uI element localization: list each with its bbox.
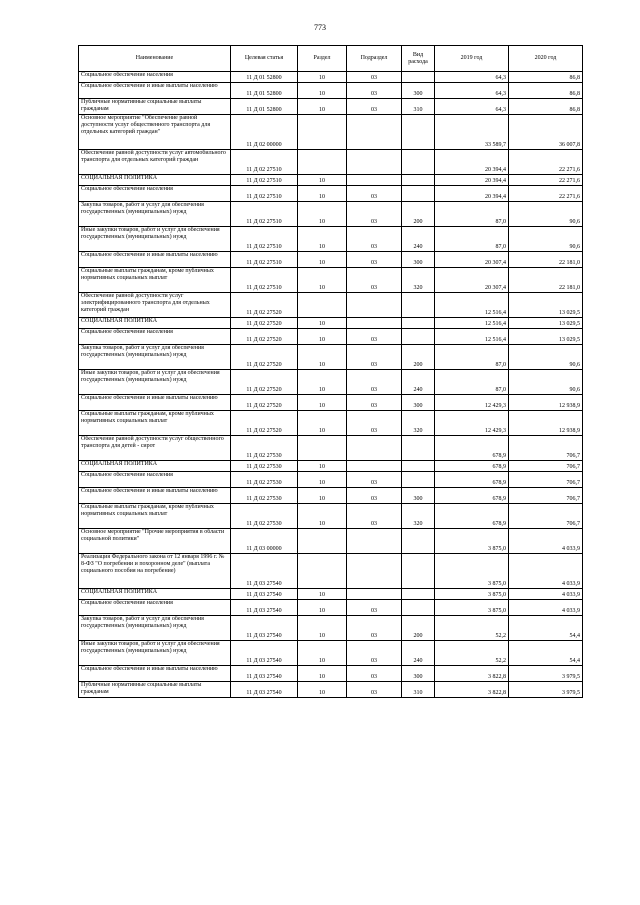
cell-year-2019: 52,2 xyxy=(435,641,509,666)
cell-target-article: 11 Д 03 27540 xyxy=(231,554,298,589)
cell-subsection: 03 xyxy=(347,83,402,99)
cell-target-article: 11 Д 02 27530 xyxy=(231,504,298,529)
table-row xyxy=(79,589,583,600)
cell-name: Социальное обеспечение населения xyxy=(79,329,231,345)
cell-target-article: 11 Д 01 52800 xyxy=(231,72,298,83)
cell-target-article: 11 Д 03 00000 xyxy=(231,529,298,554)
cell-section: 10 xyxy=(298,488,347,504)
table-row xyxy=(79,99,583,115)
cell-expense-type xyxy=(402,554,435,589)
table-row xyxy=(79,616,583,641)
cell-section: 10 xyxy=(298,472,347,488)
cell-subsection: 03 xyxy=(347,329,402,345)
cell-section: 10 xyxy=(298,72,347,83)
cell-name: Социальное обеспечение населения xyxy=(79,472,231,488)
table-row xyxy=(79,682,583,698)
cell-year-2019: 678,9 xyxy=(435,504,509,529)
table-row xyxy=(79,175,583,186)
cell-name: Основное мероприятие "Обеспечение равной доступности услуг общественного транспорта для отдельных категорий граждан" xyxy=(79,115,231,150)
cell-year-2019: 64,3 xyxy=(435,72,509,83)
cell-subsection: 03 xyxy=(347,616,402,641)
cell-subsection: 03 xyxy=(347,72,402,83)
cell-target-article: 11 Д 01 52800 xyxy=(231,83,298,99)
table-row xyxy=(79,318,583,329)
cell-section: 10 xyxy=(298,616,347,641)
cell-year-2020: 13 029,5 xyxy=(509,318,583,329)
cell-subsection: 03 xyxy=(347,186,402,202)
cell-section xyxy=(298,293,347,318)
cell-target-article: 11 Д 02 27520 xyxy=(231,329,298,345)
cell-expense-type: 320 xyxy=(402,411,435,436)
cell-subsection: 03 xyxy=(347,666,402,682)
cell-target-article: 11 Д 02 27530 xyxy=(231,488,298,504)
cell-subsection: 03 xyxy=(347,370,402,395)
cell-section: 10 xyxy=(298,318,347,329)
cell-section: 10 xyxy=(298,329,347,345)
cell-year-2020: 90,6 xyxy=(509,370,583,395)
cell-name: Реализация Федерального закона от 12 января 1996 г. № 8-ФЗ "О погребении и похоронном деле" (выплата социального пособия на погребение) xyxy=(79,554,231,589)
cell-expense-type xyxy=(402,589,435,600)
cell-section: 10 xyxy=(298,175,347,186)
cell-expense-type: 300 xyxy=(402,252,435,268)
cell-year-2019: 678,9 xyxy=(435,472,509,488)
cell-section: 10 xyxy=(298,589,347,600)
cell-year-2019: 3 875,0 xyxy=(435,589,509,600)
cell-target-article: 11 Д 02 27520 xyxy=(231,411,298,436)
table-row xyxy=(79,666,583,682)
table-row xyxy=(79,641,583,666)
cell-expense-type xyxy=(402,175,435,186)
cell-name: Иные закупки товаров, работ и услуг для обеспечения государственных (муниципальных) нужд xyxy=(79,227,231,252)
table-row xyxy=(79,227,583,252)
cell-expense-type xyxy=(402,436,435,461)
table-row xyxy=(79,293,583,318)
cell-year-2019: 64,3 xyxy=(435,83,509,99)
cell-year-2019: 20 307,4 xyxy=(435,268,509,293)
cell-year-2020: 4 033,9 xyxy=(509,529,583,554)
table-row xyxy=(79,150,583,175)
cell-year-2020: 12 938,9 xyxy=(509,395,583,411)
cell-target-article: 11 Д 03 27540 xyxy=(231,616,298,641)
cell-subsection xyxy=(347,175,402,186)
cell-subsection: 03 xyxy=(347,202,402,227)
cell-year-2019: 12 429,3 xyxy=(435,411,509,436)
table-row xyxy=(79,115,583,150)
cell-year-2019: 678,9 xyxy=(435,488,509,504)
budget-table xyxy=(78,45,583,698)
cell-name: Иные закупки товаров, работ и услуг для обеспечения государственных (муниципальных) нужд xyxy=(79,370,231,395)
cell-name: Иные закупки товаров, работ и услуг для обеспечения государственных (муниципальных) нужд xyxy=(79,641,231,666)
cell-name: Основное мероприятие "Прочие мероприятия в области социальной политики" xyxy=(79,529,231,554)
cell-subsection: 03 xyxy=(347,641,402,666)
cell-name: Публичные нормативные социальные выплаты гражданам xyxy=(79,99,231,115)
cell-target-article: 11 Д 03 27540 xyxy=(231,682,298,698)
cell-year-2020: 4 033,9 xyxy=(509,600,583,616)
cell-year-2020: 90,6 xyxy=(509,202,583,227)
cell-expense-type xyxy=(402,461,435,472)
table-row xyxy=(79,252,583,268)
header-year-2019: 2019 год xyxy=(435,46,509,72)
cell-year-2020: 86,8 xyxy=(509,83,583,99)
cell-subsection: 03 xyxy=(347,504,402,529)
cell-section xyxy=(298,150,347,175)
cell-year-2019: 3 875,0 xyxy=(435,554,509,589)
cell-subsection xyxy=(347,461,402,472)
table-row xyxy=(79,329,583,345)
cell-section xyxy=(298,436,347,461)
header-name: Наименование xyxy=(79,46,231,72)
table-row xyxy=(79,186,583,202)
cell-section: 10 xyxy=(298,411,347,436)
cell-target-article: 11 Д 02 27520 xyxy=(231,318,298,329)
cell-expense-type: 240 xyxy=(402,641,435,666)
page-number: 773 xyxy=(314,23,326,32)
table-row xyxy=(79,370,583,395)
cell-year-2020: 54,4 xyxy=(509,641,583,666)
cell-section: 10 xyxy=(298,666,347,682)
cell-name: СОЦИАЛЬНАЯ ПОЛИТИКА xyxy=(79,589,231,600)
cell-subsection xyxy=(347,436,402,461)
table-row xyxy=(79,202,583,227)
cell-target-article: 11 Д 02 27520 xyxy=(231,345,298,370)
cell-year-2020: 706,7 xyxy=(509,488,583,504)
cell-subsection: 03 xyxy=(347,682,402,698)
cell-name: Публичные нормативные социальные выплаты гражданам xyxy=(79,682,231,698)
cell-target-article: 11 Д 03 27540 xyxy=(231,589,298,600)
cell-year-2019: 3 875,0 xyxy=(435,529,509,554)
cell-subsection: 03 xyxy=(347,488,402,504)
table-row xyxy=(79,529,583,554)
cell-year-2019: 52,2 xyxy=(435,616,509,641)
cell-subsection xyxy=(347,318,402,329)
cell-year-2019: 678,9 xyxy=(435,436,509,461)
cell-target-article: 11 Д 02 27510 xyxy=(231,175,298,186)
cell-subsection: 03 xyxy=(347,395,402,411)
cell-target-article: 11 Д 02 27520 xyxy=(231,370,298,395)
cell-expense-type xyxy=(402,472,435,488)
cell-expense-type: 200 xyxy=(402,345,435,370)
table-row xyxy=(79,395,583,411)
cell-year-2019: 3 822,8 xyxy=(435,666,509,682)
cell-target-article: 11 Д 01 52800 xyxy=(231,99,298,115)
cell-year-2020: 706,7 xyxy=(509,472,583,488)
cell-subsection: 03 xyxy=(347,600,402,616)
cell-year-2020: 12 938,9 xyxy=(509,411,583,436)
cell-subsection xyxy=(347,293,402,318)
cell-year-2020: 22 181,0 xyxy=(509,252,583,268)
cell-year-2020: 706,7 xyxy=(509,504,583,529)
header-subsection: Подраздел xyxy=(347,46,402,72)
cell-expense-type xyxy=(402,293,435,318)
cell-section: 10 xyxy=(298,682,347,698)
cell-target-article: 11 Д 03 27540 xyxy=(231,600,298,616)
cell-year-2019: 12 516,4 xyxy=(435,329,509,345)
cell-name: Социальное обеспечение и иные выплаты населению xyxy=(79,395,231,411)
cell-year-2019: 87,0 xyxy=(435,227,509,252)
cell-year-2020: 54,4 xyxy=(509,616,583,641)
cell-name: Социальное обеспечение и иные выплаты населению xyxy=(79,252,231,268)
cell-name: Социальное обеспечение населения xyxy=(79,600,231,616)
cell-year-2019: 64,3 xyxy=(435,99,509,115)
cell-expense-type: 240 xyxy=(402,227,435,252)
cell-year-2019: 20 307,4 xyxy=(435,252,509,268)
cell-section: 10 xyxy=(298,186,347,202)
cell-section: 10 xyxy=(298,99,347,115)
cell-section: 10 xyxy=(298,504,347,529)
cell-year-2020: 86,8 xyxy=(509,99,583,115)
header-section: Раздел xyxy=(298,46,347,72)
table-row xyxy=(79,554,583,589)
table-row xyxy=(79,268,583,293)
cell-target-article: 11 Д 02 27530 xyxy=(231,436,298,461)
cell-expense-type: 300 xyxy=(402,488,435,504)
table-row xyxy=(79,72,583,83)
cell-year-2019: 12 516,4 xyxy=(435,293,509,318)
cell-subsection xyxy=(347,589,402,600)
cell-year-2019: 87,0 xyxy=(435,345,509,370)
header-expense-type: Вид расхода xyxy=(402,46,435,72)
cell-expense-type xyxy=(402,150,435,175)
cell-name: Обеспечение равной доступности услуг автомобильного транспорта для отдельных категорий граждан xyxy=(79,150,231,175)
cell-year-2019: 678,9 xyxy=(435,461,509,472)
cell-section xyxy=(298,115,347,150)
table-row xyxy=(79,436,583,461)
cell-section xyxy=(298,554,347,589)
cell-target-article: 11 Д 02 27510 xyxy=(231,150,298,175)
cell-target-article: 11 Д 02 27520 xyxy=(231,293,298,318)
cell-expense-type xyxy=(402,115,435,150)
cell-year-2019: 12 516,4 xyxy=(435,318,509,329)
cell-expense-type: 300 xyxy=(402,83,435,99)
cell-section: 10 xyxy=(298,202,347,227)
header-row xyxy=(79,46,583,72)
cell-section: 10 xyxy=(298,83,347,99)
cell-subsection xyxy=(347,115,402,150)
cell-subsection: 03 xyxy=(347,227,402,252)
cell-expense-type: 200 xyxy=(402,202,435,227)
cell-subsection: 03 xyxy=(347,411,402,436)
cell-section: 10 xyxy=(298,461,347,472)
cell-target-article: 11 Д 02 27530 xyxy=(231,461,298,472)
cell-target-article: 11 Д 02 27510 xyxy=(231,202,298,227)
cell-target-article: 11 Д 02 27530 xyxy=(231,472,298,488)
cell-expense-type: 320 xyxy=(402,504,435,529)
cell-year-2020: 3 979,5 xyxy=(509,666,583,682)
cell-year-2019: 20 394,4 xyxy=(435,150,509,175)
cell-year-2020: 3 979,5 xyxy=(509,682,583,698)
cell-year-2020: 13 029,5 xyxy=(509,329,583,345)
cell-name: Закупка товаров, работ и услуг для обеспечения государственных (муниципальных) нужд xyxy=(79,202,231,227)
cell-section: 10 xyxy=(298,370,347,395)
cell-section: 10 xyxy=(298,227,347,252)
cell-year-2020: 22 271,6 xyxy=(509,150,583,175)
cell-year-2019: 87,0 xyxy=(435,370,509,395)
cell-subsection: 03 xyxy=(347,472,402,488)
cell-year-2019: 33 589,7 xyxy=(435,115,509,150)
cell-target-article: 11 Д 02 27520 xyxy=(231,395,298,411)
cell-expense-type xyxy=(402,186,435,202)
cell-expense-type xyxy=(402,600,435,616)
cell-name: Социальное обеспечение населения xyxy=(79,186,231,202)
cell-target-article: 11 Д 02 27510 xyxy=(231,227,298,252)
table-row xyxy=(79,83,583,99)
cell-year-2020: 13 029,5 xyxy=(509,293,583,318)
cell-target-article: 11 Д 03 27540 xyxy=(231,641,298,666)
cell-year-2020: 22 271,6 xyxy=(509,175,583,186)
cell-name: Обеспечение равной доступности услуг электрифицированного транспорта для отдельных категорий граждан xyxy=(79,293,231,318)
cell-expense-type xyxy=(402,318,435,329)
cell-name: СОЦИАЛЬНАЯ ПОЛИТИКА xyxy=(79,175,231,186)
cell-section: 10 xyxy=(298,641,347,666)
cell-target-article: 11 Д 02 27510 xyxy=(231,268,298,293)
table-row xyxy=(79,461,583,472)
header-year-2020: 2020 год xyxy=(509,46,583,72)
cell-section: 10 xyxy=(298,252,347,268)
cell-subsection xyxy=(347,150,402,175)
cell-expense-type: 320 xyxy=(402,268,435,293)
cell-year-2020: 22 271,6 xyxy=(509,186,583,202)
cell-year-2020: 90,6 xyxy=(509,227,583,252)
cell-expense-type: 310 xyxy=(402,99,435,115)
cell-section: 10 xyxy=(298,395,347,411)
cell-year-2020: 36 007,8 xyxy=(509,115,583,150)
table-row xyxy=(79,600,583,616)
cell-year-2020: 706,7 xyxy=(509,461,583,472)
header-target-article: Целевая статья xyxy=(231,46,298,72)
cell-year-2020: 22 181,0 xyxy=(509,268,583,293)
cell-subsection: 03 xyxy=(347,252,402,268)
cell-section: 10 xyxy=(298,345,347,370)
cell-name: Закупка товаров, работ и услуг для обеспечения государственных (муниципальных) нужд xyxy=(79,345,231,370)
cell-year-2020: 90,6 xyxy=(509,345,583,370)
cell-expense-type: 300 xyxy=(402,666,435,682)
cell-subsection: 03 xyxy=(347,345,402,370)
cell-subsection xyxy=(347,554,402,589)
cell-year-2020: 4 033,9 xyxy=(509,589,583,600)
table-row xyxy=(79,411,583,436)
cell-name: Социальное обеспечение и иные выплаты населению xyxy=(79,83,231,99)
table-row xyxy=(79,472,583,488)
cell-target-article: 11 Д 02 27510 xyxy=(231,252,298,268)
cell-year-2020: 4 033,9 xyxy=(509,554,583,589)
cell-expense-type: 200 xyxy=(402,616,435,641)
cell-name: СОЦИАЛЬНАЯ ПОЛИТИКА xyxy=(79,318,231,329)
cell-expense-type xyxy=(402,329,435,345)
cell-name: Социальное обеспечение и иные выплаты населению xyxy=(79,488,231,504)
cell-name: Социальные выплаты гражданам, кроме публичных нормативных социальных выплат xyxy=(79,504,231,529)
cell-year-2019: 20 394,4 xyxy=(435,175,509,186)
cell-year-2019: 3 875,0 xyxy=(435,600,509,616)
cell-name: Социальное обеспечение и иные выплаты населению xyxy=(79,666,231,682)
cell-year-2019: 12 429,3 xyxy=(435,395,509,411)
table-row xyxy=(79,488,583,504)
table-row xyxy=(79,504,583,529)
cell-year-2020: 86,8 xyxy=(509,72,583,83)
cell-name: Закупка товаров, работ и услуг для обеспечения государственных (муниципальных) нужд xyxy=(79,616,231,641)
cell-name: Социальное обеспечение населения xyxy=(79,72,231,83)
cell-subsection: 03 xyxy=(347,268,402,293)
cell-target-article: 11 Д 02 27510 xyxy=(231,186,298,202)
cell-expense-type: 310 xyxy=(402,682,435,698)
cell-target-article: 11 Д 02 00000 xyxy=(231,115,298,150)
cell-name: Социальные выплаты гражданам, кроме публичных нормативных социальных выплат xyxy=(79,268,231,293)
cell-name: Социальные выплаты гражданам, кроме публичных нормативных социальных выплат xyxy=(79,411,231,436)
cell-expense-type: 300 xyxy=(402,395,435,411)
cell-section: 10 xyxy=(298,268,347,293)
table-row xyxy=(79,345,583,370)
cell-section: 10 xyxy=(298,600,347,616)
cell-year-2019: 3 822,8 xyxy=(435,682,509,698)
cell-expense-type: 240 xyxy=(402,370,435,395)
cell-section xyxy=(298,529,347,554)
cell-name: СОЦИАЛЬНАЯ ПОЛИТИКА xyxy=(79,461,231,472)
cell-name: Обеспечение равной доступности услуг общественного транспорта для детей - сирот xyxy=(79,436,231,461)
cell-subsection: 03 xyxy=(347,99,402,115)
cell-year-2020: 706,7 xyxy=(509,436,583,461)
cell-year-2019: 87,0 xyxy=(435,202,509,227)
cell-target-article: 11 Д 03 27540 xyxy=(231,666,298,682)
cell-expense-type xyxy=(402,72,435,83)
cell-expense-type xyxy=(402,529,435,554)
cell-subsection xyxy=(347,529,402,554)
cell-year-2019: 20 394,4 xyxy=(435,186,509,202)
